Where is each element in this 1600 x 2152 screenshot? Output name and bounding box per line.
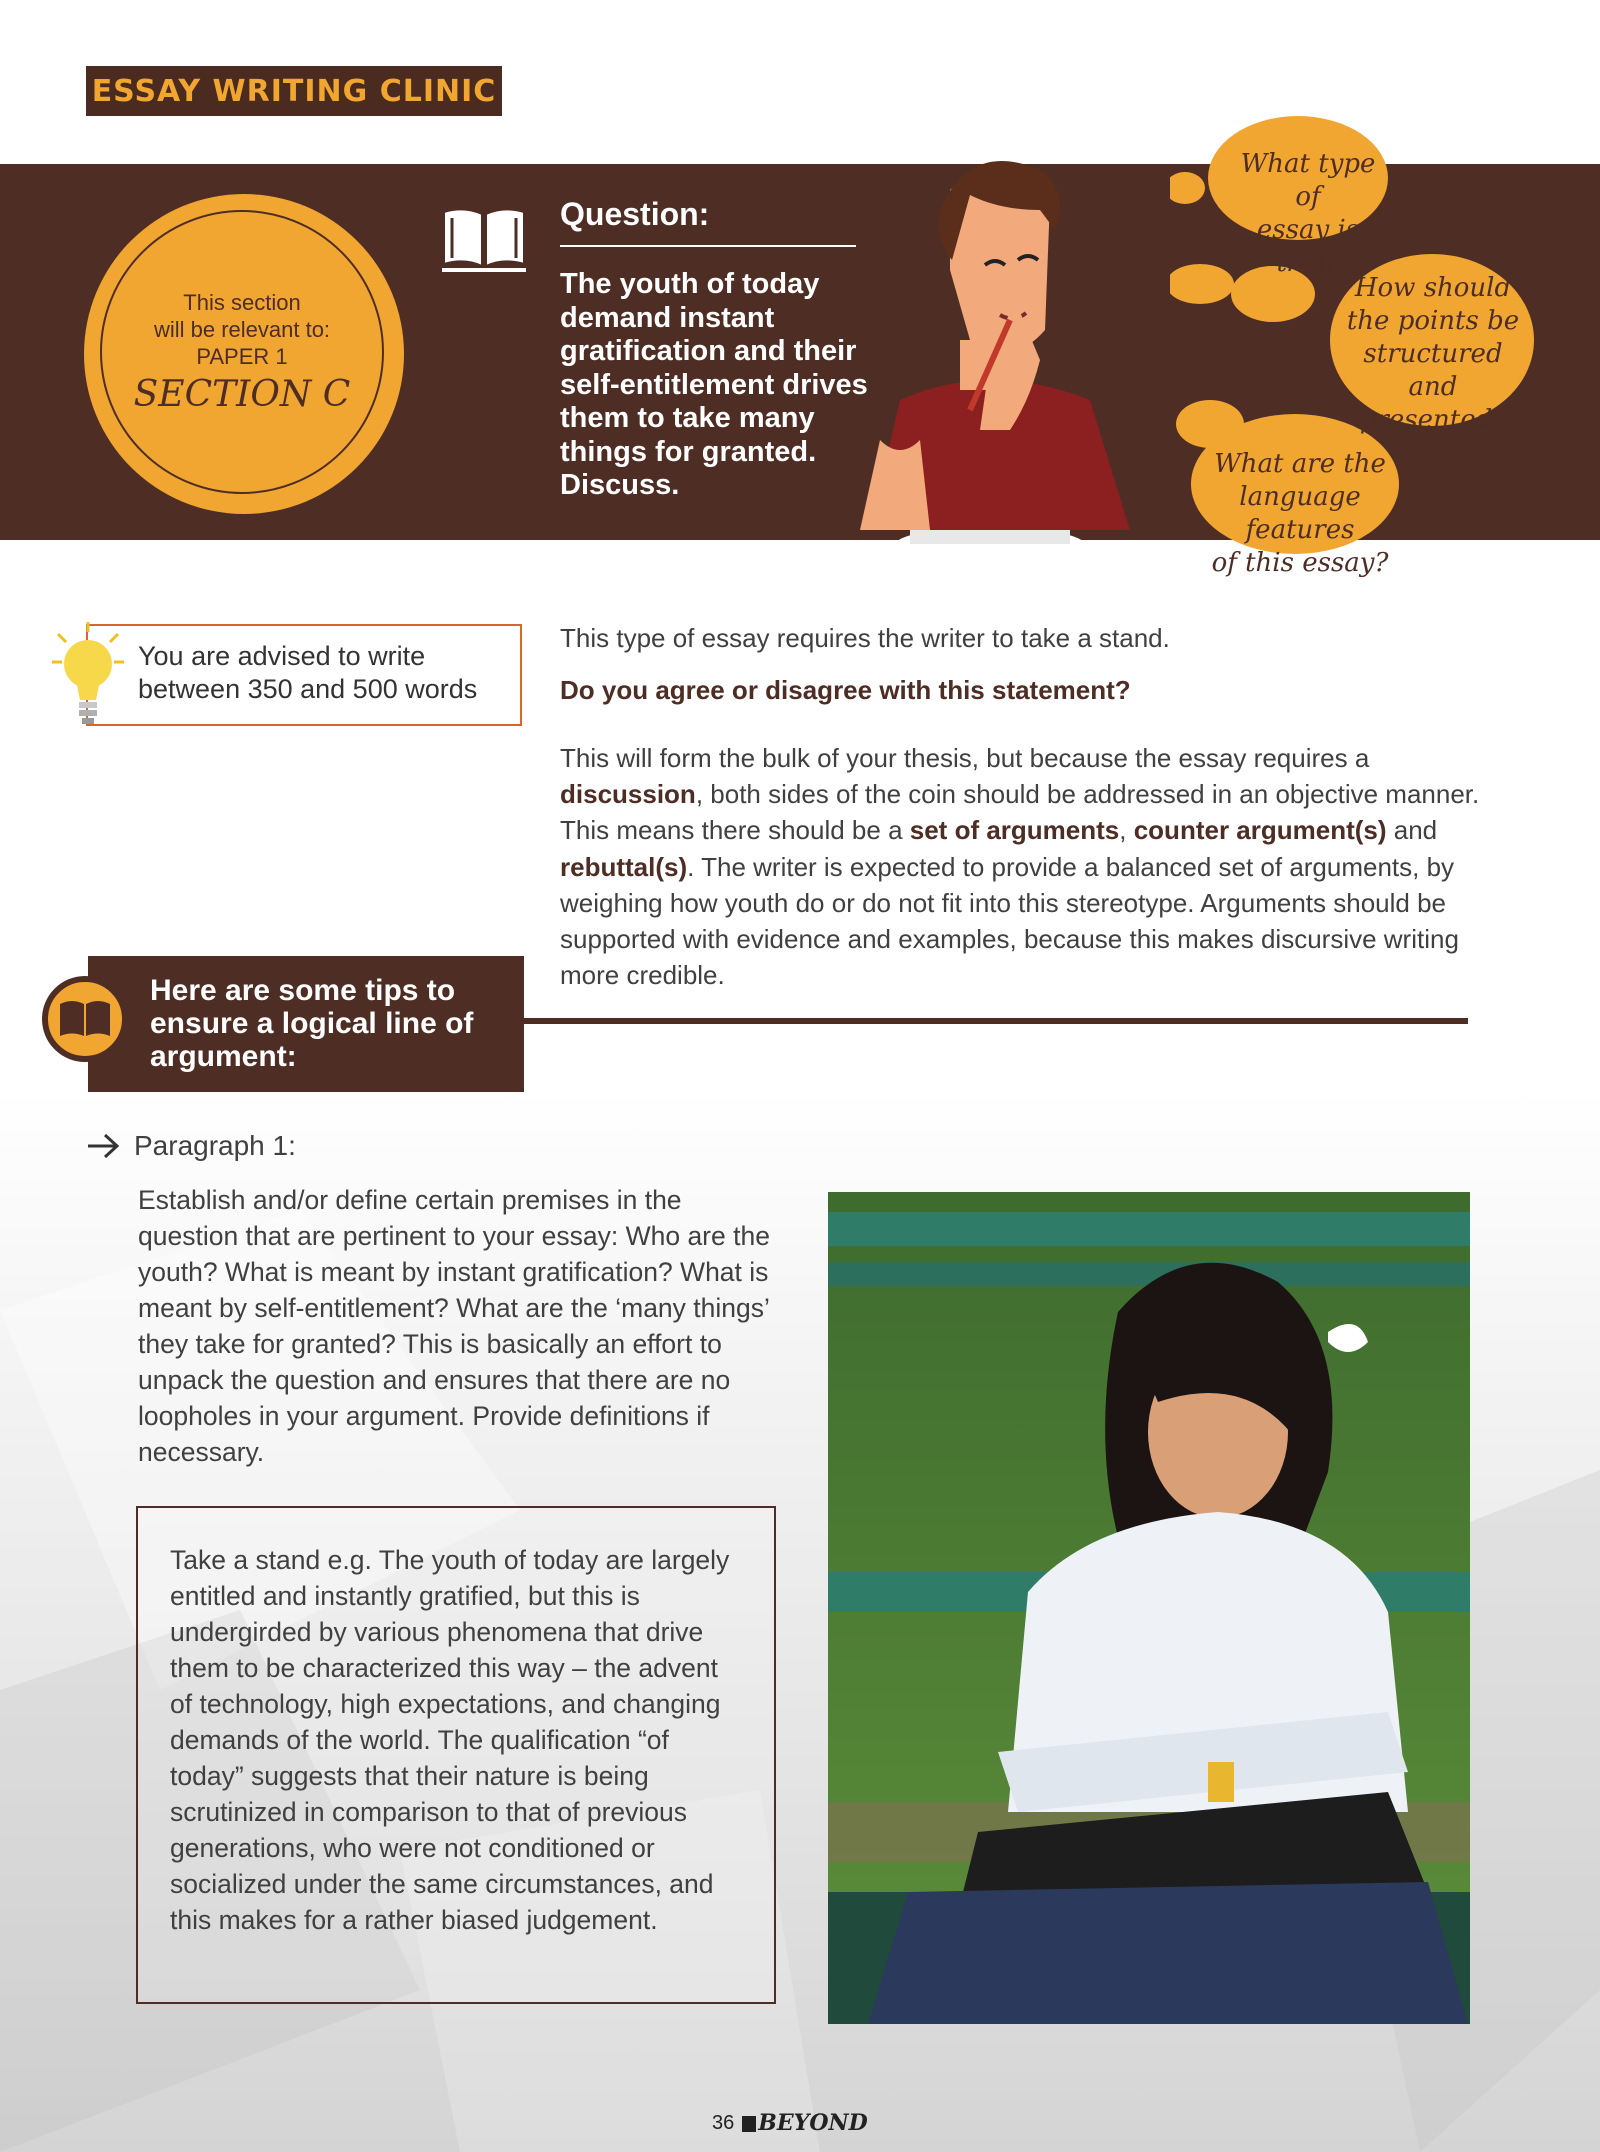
section-badge-line2: will be relevant to: (153, 317, 331, 342)
bubble-language-line1: What are the (1214, 449, 1386, 479)
bubble-structure-line2: the points be (1346, 306, 1520, 336)
bubble-structure-line4: presented? (1359, 405, 1507, 435)
stance-question: Do you agree or disagree with this statement? (560, 675, 1131, 705)
lightbulb-icon (50, 620, 126, 732)
tips-line3: argument: (150, 1040, 297, 1073)
bubble-essay-type-line2: essay is this? (1256, 215, 1360, 278)
take-a-stand-box: Take a stand e.g. The youth of today are largely entitled and instantly gratified, but this is undergirded by various phenomena that drive them to be characterized this way – the advent of technology, high expectations, and changing demands of the world. The qualification “of today” suggests that their nature is being scrutinized in comparison to that of previous generations, who were not conditioned or socialized under the same circumstances, and this makes for a rather biased judgement. (136, 1506, 776, 2004)
thesis-text-3: , (1119, 815, 1134, 846)
section-badge-section: SECTION C (133, 374, 351, 415)
page-number: 36 (712, 2111, 735, 2134)
thesis-text-5: . The writer is expected to provide a balanced set of arguments, by weighing how youth do or do not fit into this stereotype. Arguments should be supported with evidence and examples, because this makes discursive writing more credible. (560, 851, 1459, 991)
bubble-structure (1338, 272, 1528, 437)
thesis-text-1: This will form the bulk of your thesis, but because the essay requires a (560, 743, 1370, 773)
question-label: Question: (560, 196, 856, 247)
tips-divider (520, 1018, 1468, 1024)
thesis-bold-rebuttal: rebuttal(s) (560, 851, 688, 882)
tips-line1: Here are some tips to (150, 974, 456, 1007)
tips-heading-box (88, 956, 524, 1092)
bubble-language-features (1195, 448, 1405, 580)
advice-line2: between 350 and 500 words (138, 674, 478, 704)
student-reading-photo (828, 1192, 1470, 2024)
advice-line1: You are advised to write (138, 641, 426, 671)
thesis-text-2: , both sides of the coin should be addressed in an objective manner. This means there should be a (560, 779, 1480, 846)
bubble-essay-type (1228, 148, 1388, 280)
section-badge-line1: This section (183, 290, 301, 315)
tips-book-icon (42, 976, 128, 1062)
magazine-name: BEYOND (758, 2110, 868, 2136)
section-badge-inner (100, 210, 384, 494)
question-text: The youth of today demand instant gratification and their self-entitlement drives them to take many things for granted. Discuss. (560, 268, 868, 501)
thesis-bold-discussion: discussion (560, 779, 696, 810)
paragraph-1-body: Establish and/or define certain premises in the question that are pertinent to your essay: Who are the youth? What is meant by instant gratification? What is meant by self-entitlement? What are the ‘many things’ they take for granted? This is basically an effort to unpack the question and ensures that there are no loopholes in your argument. Provide definitions if necessary. (138, 1185, 770, 1467)
essay-type-sentence: This type of essay requires the writer to take a stand. (560, 623, 1170, 653)
thesis-text-4: and (1386, 815, 1438, 846)
thesis-bold-counter: counter argument(s) (1133, 815, 1387, 846)
arrow-right-icon (86, 1133, 120, 1159)
essay-writing-clinic-tag: ESSAY WRITING CLINIC (86, 66, 502, 116)
bubble-structure-line1: How should (1354, 273, 1512, 303)
thinking-student-illustration (840, 100, 1180, 570)
bubble-structure-line3: structured and (1363, 339, 1503, 402)
page-footer (712, 2110, 868, 2136)
open-book-icon (440, 202, 528, 274)
bubble-language-line3: of this essay? (1211, 548, 1389, 578)
thesis-bold-arguments: set of arguments (909, 815, 1120, 846)
bubble-language-line2: language features (1239, 482, 1361, 545)
bubble-essay-type-line1: What type of (1240, 149, 1376, 212)
paragraph-1-label: Paragraph 1: (134, 1130, 296, 1161)
section-badge-paper: PAPER 1 (196, 344, 288, 369)
tips-line2: ensure a logical line of (150, 1007, 474, 1040)
magazine-logo (742, 2110, 867, 2136)
advice-box (86, 624, 522, 726)
paragraph-1-heading (86, 1130, 296, 1162)
thesis-paragraph (560, 740, 1480, 993)
